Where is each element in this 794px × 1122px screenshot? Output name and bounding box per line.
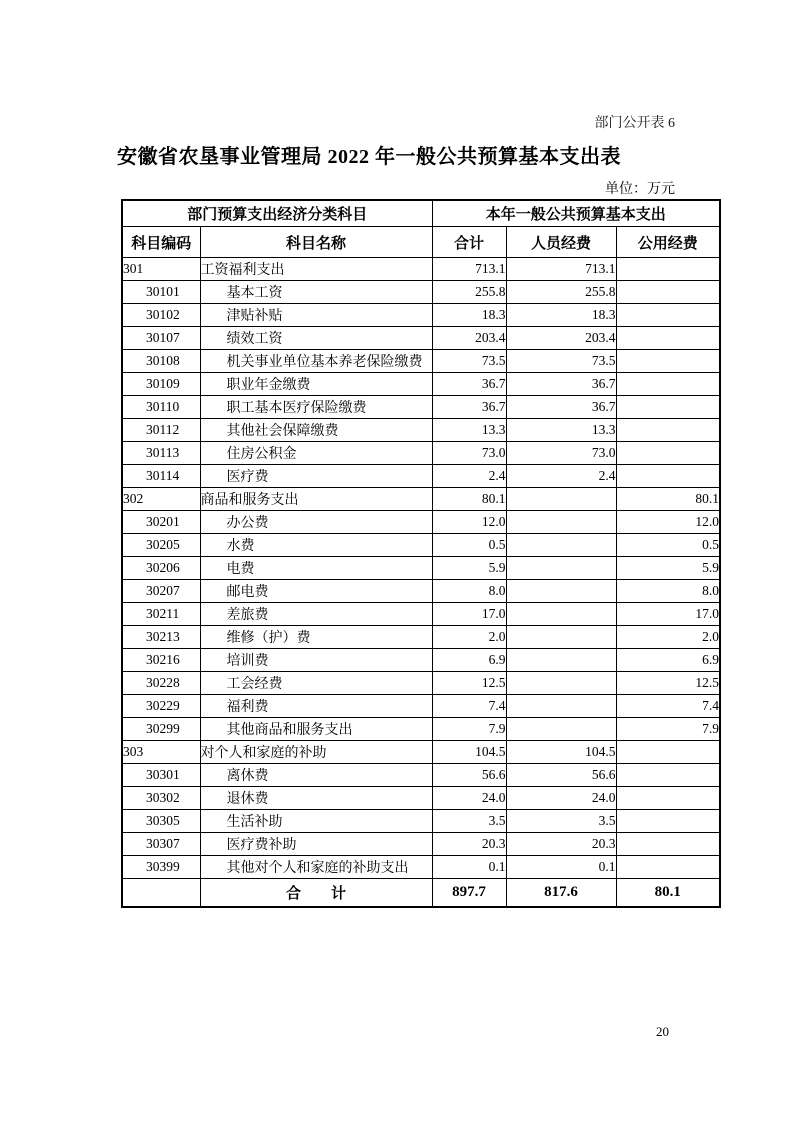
cell-total: 80.1 xyxy=(432,488,506,511)
cell-name: 住房公积金 xyxy=(200,442,432,465)
cell-public xyxy=(616,258,720,281)
cell-name: 医疗费补助 xyxy=(200,833,432,856)
cell-total: 24.0 xyxy=(432,787,506,810)
header-group-right: 本年一般公共预算基本支出 xyxy=(432,200,720,227)
table-row xyxy=(122,327,720,350)
table-row xyxy=(122,281,720,304)
cell-total: 36.7 xyxy=(432,396,506,419)
col-header-total: 合计 xyxy=(432,227,506,258)
total-row-empty-code-cell xyxy=(122,879,200,908)
cell-personnel: 2.4 xyxy=(506,465,616,488)
cell-name: 绩效工资 xyxy=(200,327,432,350)
cell-name: 福利费 xyxy=(200,695,432,718)
table-row xyxy=(122,534,720,557)
table-row xyxy=(122,465,720,488)
cell-public: 5.9 xyxy=(616,557,720,580)
cell-code: 30299 xyxy=(122,718,200,741)
cell-name: 津贴补贴 xyxy=(200,304,432,327)
table-row xyxy=(122,718,720,741)
cell-code: 301 xyxy=(122,258,200,281)
cell-public: 7.9 xyxy=(616,718,720,741)
cell-personnel: 104.5 xyxy=(506,741,616,764)
cell-total: 8.0 xyxy=(432,580,506,603)
table-row xyxy=(122,787,720,810)
cell-public xyxy=(616,373,720,396)
col-header-personnel: 人员经费 xyxy=(506,227,616,258)
cell-name: 工资福利支出 xyxy=(200,258,432,281)
cell-code: 30399 xyxy=(122,856,200,879)
cell-code: 30206 xyxy=(122,557,200,580)
table-row xyxy=(122,764,720,787)
cell-code: 30109 xyxy=(122,373,200,396)
cell-name: 医疗费 xyxy=(200,465,432,488)
cell-personnel: 255.8 xyxy=(506,281,616,304)
cell-public xyxy=(616,419,720,442)
page-title: 安徽省农垦事业管理局 2022 年一般公共预算基本支出表 xyxy=(117,146,621,168)
cell-total: 12.0 xyxy=(432,511,506,534)
total-row-public: 80.1 xyxy=(616,879,720,908)
cell-total: 0.1 xyxy=(432,856,506,879)
cell-total: 12.5 xyxy=(432,672,506,695)
cell-public xyxy=(616,741,720,764)
cell-code: 30114 xyxy=(122,465,200,488)
cell-code: 30108 xyxy=(122,350,200,373)
cell-name: 办公费 xyxy=(200,511,432,534)
cell-personnel: 36.7 xyxy=(506,373,616,396)
cell-name: 维修（护）费 xyxy=(200,626,432,649)
table-row xyxy=(122,856,720,879)
total-row-label: 合 计 xyxy=(200,879,432,908)
table-row xyxy=(122,557,720,580)
col-header-name: 科目名称 xyxy=(200,227,432,258)
cell-public: 6.9 xyxy=(616,649,720,672)
cell-name: 生活补助 xyxy=(200,810,432,833)
table-header xyxy=(122,200,720,258)
cell-code: 30201 xyxy=(122,511,200,534)
cell-personnel: 56.6 xyxy=(506,764,616,787)
cell-total: 36.7 xyxy=(432,373,506,396)
budget-table xyxy=(121,199,721,908)
cell-personnel xyxy=(506,672,616,695)
cell-public xyxy=(616,442,720,465)
col-header-public: 公用经费 xyxy=(616,227,720,258)
cell-code: 30211 xyxy=(122,603,200,626)
cell-public: 12.5 xyxy=(616,672,720,695)
cell-total: 713.1 xyxy=(432,258,506,281)
cell-public xyxy=(616,350,720,373)
cell-personnel xyxy=(506,718,616,741)
cell-name: 职工基本医疗保险缴费 xyxy=(200,396,432,419)
cell-code: 30228 xyxy=(122,672,200,695)
table-row xyxy=(122,603,720,626)
table-row xyxy=(122,511,720,534)
cell-personnel xyxy=(506,488,616,511)
cell-personnel: 713.1 xyxy=(506,258,616,281)
table-row xyxy=(122,304,720,327)
cell-public xyxy=(616,810,720,833)
cell-code: 30307 xyxy=(122,833,200,856)
cell-personnel: 73.5 xyxy=(506,350,616,373)
table-row xyxy=(122,580,720,603)
cell-name: 邮电费 xyxy=(200,580,432,603)
table-row xyxy=(122,695,720,718)
cell-total: 5.9 xyxy=(432,557,506,580)
table-row xyxy=(122,350,720,373)
table-row xyxy=(122,810,720,833)
cell-total: 7.9 xyxy=(432,718,506,741)
cell-public: 2.0 xyxy=(616,626,720,649)
cell-total: 17.0 xyxy=(432,603,506,626)
cell-total: 18.3 xyxy=(432,304,506,327)
cell-public xyxy=(616,327,720,350)
cell-public xyxy=(616,833,720,856)
cell-total: 13.3 xyxy=(432,419,506,442)
cell-total: 3.5 xyxy=(432,810,506,833)
table-row xyxy=(122,672,720,695)
cell-total: 6.9 xyxy=(432,649,506,672)
cell-public xyxy=(616,281,720,304)
cell-code: 30113 xyxy=(122,442,200,465)
cell-total: 2.0 xyxy=(432,626,506,649)
doc-label: 部门公开表 6 xyxy=(594,116,675,131)
cell-personnel xyxy=(506,511,616,534)
cell-public xyxy=(616,787,720,810)
cell-personnel xyxy=(506,557,616,580)
cell-total: 73.0 xyxy=(432,442,506,465)
cell-public: 8.0 xyxy=(616,580,720,603)
cell-name: 退休费 xyxy=(200,787,432,810)
cell-name: 其他对个人和家庭的补助支出 xyxy=(200,856,432,879)
cell-name: 对个人和家庭的补助 xyxy=(200,741,432,764)
cell-public: 7.4 xyxy=(616,695,720,718)
cell-name: 职业年金缴费 xyxy=(200,373,432,396)
cell-code: 302 xyxy=(122,488,200,511)
table-body xyxy=(122,258,720,879)
cell-public xyxy=(616,764,720,787)
cell-total: 7.4 xyxy=(432,695,506,718)
cell-code: 30229 xyxy=(122,695,200,718)
cell-name: 差旅费 xyxy=(200,603,432,626)
cell-code: 30112 xyxy=(122,419,200,442)
cell-name: 水费 xyxy=(200,534,432,557)
cell-name: 基本工资 xyxy=(200,281,432,304)
cell-personnel: 73.0 xyxy=(506,442,616,465)
cell-personnel: 18.3 xyxy=(506,304,616,327)
table-row xyxy=(122,741,720,764)
cell-total: 203.4 xyxy=(432,327,506,350)
cell-name: 电费 xyxy=(200,557,432,580)
cell-public: 12.0 xyxy=(616,511,720,534)
cell-total: 2.4 xyxy=(432,465,506,488)
cell-personnel xyxy=(506,534,616,557)
cell-total: 20.3 xyxy=(432,833,506,856)
page-number: 20 xyxy=(656,1024,669,1039)
cell-code: 30302 xyxy=(122,787,200,810)
cell-public: 80.1 xyxy=(616,488,720,511)
table-row xyxy=(122,258,720,281)
cell-personnel: 0.1 xyxy=(506,856,616,879)
cell-code: 30213 xyxy=(122,626,200,649)
cell-personnel: 20.3 xyxy=(506,833,616,856)
table-row xyxy=(122,442,720,465)
total-row xyxy=(122,879,720,908)
cell-name: 培训费 xyxy=(200,649,432,672)
cell-code: 30301 xyxy=(122,764,200,787)
cell-personnel: 36.7 xyxy=(506,396,616,419)
table-row xyxy=(122,833,720,856)
cell-public xyxy=(616,856,720,879)
table-row xyxy=(122,649,720,672)
cell-code: 30305 xyxy=(122,810,200,833)
cell-personnel xyxy=(506,580,616,603)
cell-code: 30101 xyxy=(122,281,200,304)
cell-personnel xyxy=(506,626,616,649)
cell-code: 303 xyxy=(122,741,200,764)
cell-name: 其他社会保障缴费 xyxy=(200,419,432,442)
cell-total: 0.5 xyxy=(432,534,506,557)
cell-personnel: 3.5 xyxy=(506,810,616,833)
cell-name: 机关事业单位基本养老保险缴费 xyxy=(200,350,432,373)
table-row xyxy=(122,373,720,396)
cell-personnel: 13.3 xyxy=(506,419,616,442)
cell-code: 30107 xyxy=(122,327,200,350)
cell-code: 30110 xyxy=(122,396,200,419)
cell-public xyxy=(616,396,720,419)
cell-personnel xyxy=(506,695,616,718)
cell-name: 其他商品和服务支出 xyxy=(200,718,432,741)
cell-public: 17.0 xyxy=(616,603,720,626)
table-row xyxy=(122,488,720,511)
unit-note: 单位：万元 xyxy=(605,182,675,197)
cell-personnel: 203.4 xyxy=(506,327,616,350)
total-row-personnel: 817.6 xyxy=(506,879,616,908)
cell-total: 73.5 xyxy=(432,350,506,373)
cell-total: 56.6 xyxy=(432,764,506,787)
table-row xyxy=(122,396,720,419)
header-group-row xyxy=(122,200,720,227)
total-row-total: 897.7 xyxy=(432,879,506,908)
header-group-left: 部门预算支出经济分类科目 xyxy=(122,200,432,227)
cell-code: 30102 xyxy=(122,304,200,327)
cell-personnel: 24.0 xyxy=(506,787,616,810)
cell-total: 104.5 xyxy=(432,741,506,764)
cell-total: 255.8 xyxy=(432,281,506,304)
cell-name: 工会经费 xyxy=(200,672,432,695)
cell-name: 离休费 xyxy=(200,764,432,787)
cell-code: 30216 xyxy=(122,649,200,672)
table-footer xyxy=(122,879,720,908)
cell-code: 30205 xyxy=(122,534,200,557)
cell-name: 商品和服务支出 xyxy=(200,488,432,511)
table-row xyxy=(122,626,720,649)
col-header-code: 科目编码 xyxy=(122,227,200,258)
cell-personnel xyxy=(506,603,616,626)
cell-code: 30207 xyxy=(122,580,200,603)
column-header-row xyxy=(122,227,720,258)
table-row xyxy=(122,419,720,442)
cell-public xyxy=(616,304,720,327)
cell-personnel xyxy=(506,649,616,672)
cell-public xyxy=(616,465,720,488)
cell-public: 0.5 xyxy=(616,534,720,557)
